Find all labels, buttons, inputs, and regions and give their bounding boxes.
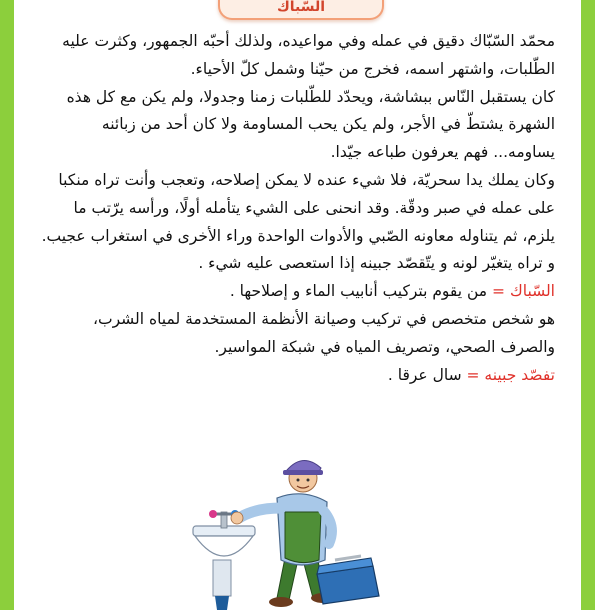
- plumber-illustration: [185, 448, 385, 610]
- page-title: السّباك: [276, 0, 326, 15]
- definition-plumber: [40, 278, 555, 306]
- definition-text: سال عرقا .: [387, 365, 467, 384]
- text-body: [40, 28, 555, 389]
- green-border-left: [0, 0, 14, 610]
- title-tab: [218, 0, 384, 20]
- paragraph-2: كان يستقبل النّاس ببشاشة، ويحدّد للطّلبات زمنا وجدولا، ولم يكن مع كل هذه الشهرة يشتطّ في الأجر، ولم يكن يحب المساومة ولا كان أحد من زبائنه يساومه... فهم يعرفون طباعه جيّدا.: [66, 87, 555, 162]
- definition-text: من يقوم بتركيب أنابيب الماء و إصلاحها .: [229, 282, 493, 301]
- paragraph-1: محمّد السّبّاك دقيق في عمله وفي مواعيده، ولذلك أحبّه الجمهور، وكثرت عليه الطّلبات، واشتهر اسمه، فخرج من حيّنا وشمل كلّ الأحياء.: [62, 32, 555, 78]
- green-border-right: [581, 0, 595, 610]
- definition-plumber-detail: [40, 306, 555, 362]
- definition-text: هو شخص متخصص في تركيب وصيانة الأنظمة المستخدمة لمياه الشرب، والصرف الصحي، وتصريف المياه في شبكة المواسير.: [93, 309, 555, 356]
- definition-sweat: [40, 362, 555, 390]
- definition-term: تفصّد جبينه =: [466, 365, 555, 384]
- paragraph-3: وكان يملك يدا سحريّة، فلا شيء عنده لا يمكن إصلاحه، وتعجب وأنت تراه منكبا على عمله في صبر ودقّة. وقد انحنى على الشيء يتأمله أولًا، ورأسه يرّتب ما يلزم، ثم يتناوله معاونه الصّبي والأدوات الواحدة وراء الأخرى في استغراب عجيب. و تراه يتغيّر لونه و يتّقصّد جبينه إذا استعصى عليه شيء .: [41, 170, 555, 273]
- definition-term: السّباك =: [492, 282, 555, 301]
